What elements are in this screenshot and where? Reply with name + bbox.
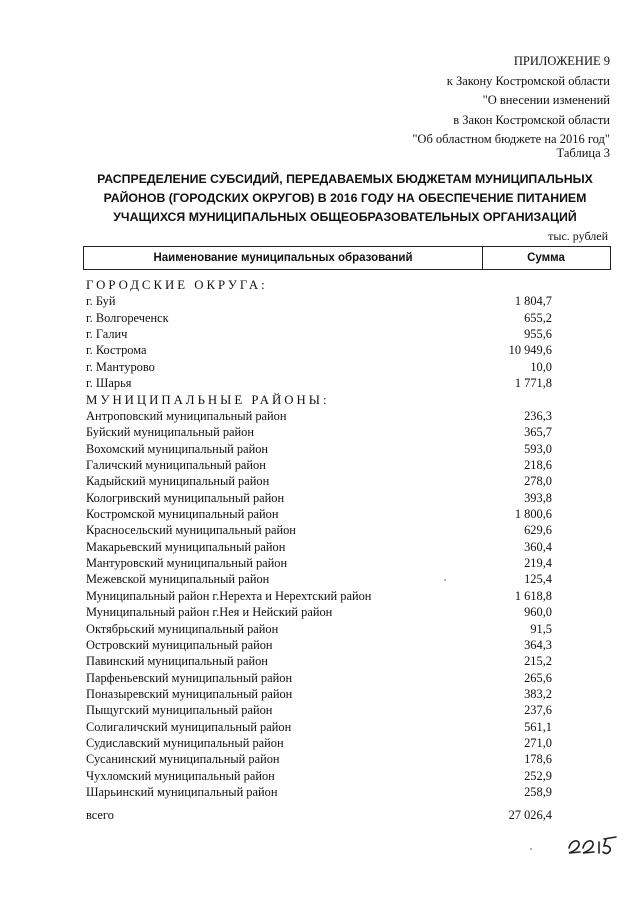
section-heading: МУНИЦИПАЛЬНЫЕ РАЙОНЫ: <box>86 392 330 407</box>
municipality-name: Судиславский муниципальный район <box>86 736 284 751</box>
municipality-name: г. Мантурово <box>86 359 155 374</box>
amount-value: 215,2 <box>524 654 552 669</box>
municipality-name: Красносельский муниципальный район <box>86 523 296 538</box>
municipality-name: Костромской муниципальный район <box>86 507 279 522</box>
amount-value: 271,0 <box>524 736 552 751</box>
municipality-name: Антроповский муниципальный район <box>86 408 287 423</box>
municipality-name: Муниципальный район г.Нерехта и Нерехтский район <box>86 588 372 603</box>
document-title <box>80 170 610 227</box>
table-row <box>86 604 611 620</box>
section-heading: ГОРОДСКИЕ ОКРУГА: <box>86 278 268 292</box>
table-row <box>86 506 611 522</box>
table-row <box>86 408 611 424</box>
table-row <box>86 588 611 604</box>
table-row <box>86 342 611 358</box>
table-row <box>86 490 611 506</box>
table-row <box>86 751 611 767</box>
municipality-name: Островский муниципальный район <box>86 637 273 652</box>
total-row <box>86 807 552 823</box>
amount-value: 236,3 <box>524 408 552 423</box>
annex-law-line: к Закону Костромской области <box>446 73 610 88</box>
table-row <box>86 686 611 702</box>
table-row <box>86 735 611 751</box>
amount-value: 960,0 <box>524 605 552 620</box>
annex-amendment-line: "О внесении изменений <box>482 93 610 107</box>
municipality-name: Пыщугский муниципальный район <box>86 703 273 718</box>
amount-value: 364,3 <box>524 637 552 652</box>
table-row <box>86 293 611 309</box>
amount-value: 561,1 <box>524 719 552 734</box>
table-row <box>86 637 611 653</box>
table-row <box>86 653 611 669</box>
amount-value: 237,6 <box>524 703 552 718</box>
municipality-name: Поназыревский муниципальный район <box>86 686 293 701</box>
amount-value: 10,0 <box>530 359 552 374</box>
table-row <box>86 621 611 637</box>
amount-value: 383,2 <box>524 686 552 701</box>
municipality-name: Парфеньевский муниципальный район <box>86 670 293 685</box>
title-line-1: РАСПРЕДЕЛЕНИЕ СУБСИДИЙ, ПЕРЕДАВАЕМЫХ БЮДЖЕТАМ МУНИЦИПАЛЬНЫХ <box>97 172 593 186</box>
table-row <box>86 473 611 489</box>
municipality-name: г. Шарья <box>86 376 132 391</box>
table-body <box>86 277 611 801</box>
annex-block <box>412 52 610 150</box>
amount-value: 278,0 <box>524 474 552 489</box>
municipality-name: г. Волгореченск <box>86 310 169 325</box>
amount-value: 219,4 <box>524 556 552 571</box>
amount-value: 655,2 <box>524 310 552 325</box>
municipality-name: Павинский муниципальный район <box>86 654 268 669</box>
annex-law-line-2: в Закон Костромской области <box>453 112 610 127</box>
title-line-3: УЧАЩИХСЯ МУНИЦИПАЛЬНЫХ ОБЩЕОБРАЗОВАТЕЛЬНЫХ ОРГАНИЗАЦИЙ <box>113 210 577 224</box>
total-value: 27 026,4 <box>508 808 552 822</box>
amount-value: 593,0 <box>524 441 552 456</box>
amount-value: 91,5 <box>530 621 552 636</box>
units-label: тыс. рублей <box>548 229 608 243</box>
municipality-name: Мантуровский муниципальный район <box>86 556 288 571</box>
table-row <box>86 457 611 473</box>
table-row <box>86 326 611 342</box>
handwritten-page-number <box>566 826 618 856</box>
municipality-name: Буйский муниципальный район <box>86 425 254 440</box>
amount-value: 252,9 <box>524 768 552 783</box>
table-row <box>86 784 611 800</box>
municipality-name: Вохомский муниципальный район <box>86 441 269 456</box>
amount-value: 1 771,8 <box>514 376 552 391</box>
table-row <box>86 539 611 555</box>
amount-value: 1 618,8 <box>514 588 552 603</box>
amount-value: 178,6 <box>524 752 552 767</box>
table-row <box>86 441 611 457</box>
municipality-name: Макарьевский муниципальный район <box>86 539 286 554</box>
municipality-name: г. Буй <box>86 294 116 309</box>
table-row <box>86 424 611 440</box>
amount-value: 10 949,6 <box>508 343 552 358</box>
table-row <box>86 522 611 538</box>
annex-number: ПРИЛОЖЕНИЕ 9 <box>513 54 610 68</box>
table-row <box>86 702 611 718</box>
amount-value: 1 800,6 <box>514 507 552 522</box>
amount-value: 629,6 <box>524 523 552 538</box>
municipality-name: Солигаличский муниципальный район <box>86 719 292 734</box>
municipality-name: Кадыйский муниципальный район <box>86 474 270 489</box>
municipality-name: Галичский муниципальный район <box>86 457 266 472</box>
amount-value: 393,8 <box>524 490 552 505</box>
header-name-column: Наименование муниципальных образований <box>84 247 483 269</box>
table-header <box>83 246 611 270</box>
section-heading-row <box>86 277 611 293</box>
amount-value: 365,7 <box>524 425 552 440</box>
table-row <box>86 719 611 735</box>
total-label: всего <box>86 808 114 822</box>
table-row <box>86 359 611 375</box>
municipality-name: Межевской муниципальный район <box>86 572 270 587</box>
table-row <box>86 555 611 571</box>
municipality-name: Сусанинский муниципальный район <box>86 752 280 767</box>
municipality-name: Шарьинский муниципальный район <box>86 785 278 800</box>
amount-value: 265,6 <box>524 670 552 685</box>
table-row <box>86 310 611 326</box>
municipality-name: Кологривский муниципальный район <box>86 490 285 505</box>
title-line-2: РАЙОНОВ (ГОРОДСКИХ ОКРУГОВ) В 2016 ГОДУ НА ОБЕСПЕЧЕНИЕ ПИТАНИЕМ <box>103 191 587 205</box>
municipality-name: Чухломский муниципальный район <box>86 768 275 783</box>
section-heading-row <box>86 392 611 408</box>
amount-value: 258,9 <box>524 785 552 800</box>
municipality-name: г. Кострома <box>86 343 147 358</box>
municipality-name: Муниципальный район г.Нея и Нейский район <box>86 605 333 620</box>
table-row <box>86 375 611 391</box>
table-row <box>86 768 611 784</box>
amount-value: 1 804,7 <box>514 294 552 309</box>
municipality-name: Октябрьский муниципальный район <box>86 621 279 636</box>
amount-value: 125,4 <box>524 572 552 587</box>
header-amount-column: Сумма <box>527 252 565 264</box>
table-label: Таблица 3 <box>556 146 610 160</box>
table-row <box>86 670 611 686</box>
amount-value: 955,6 <box>524 327 552 342</box>
municipality-name: г. Галич <box>86 327 128 342</box>
annex-budget-line: "Об областном бюджете на 2016 год" <box>412 132 610 146</box>
table-row <box>86 571 611 587</box>
amount-value: 218,6 <box>524 457 552 472</box>
amount-value: 360,4 <box>524 539 552 554</box>
